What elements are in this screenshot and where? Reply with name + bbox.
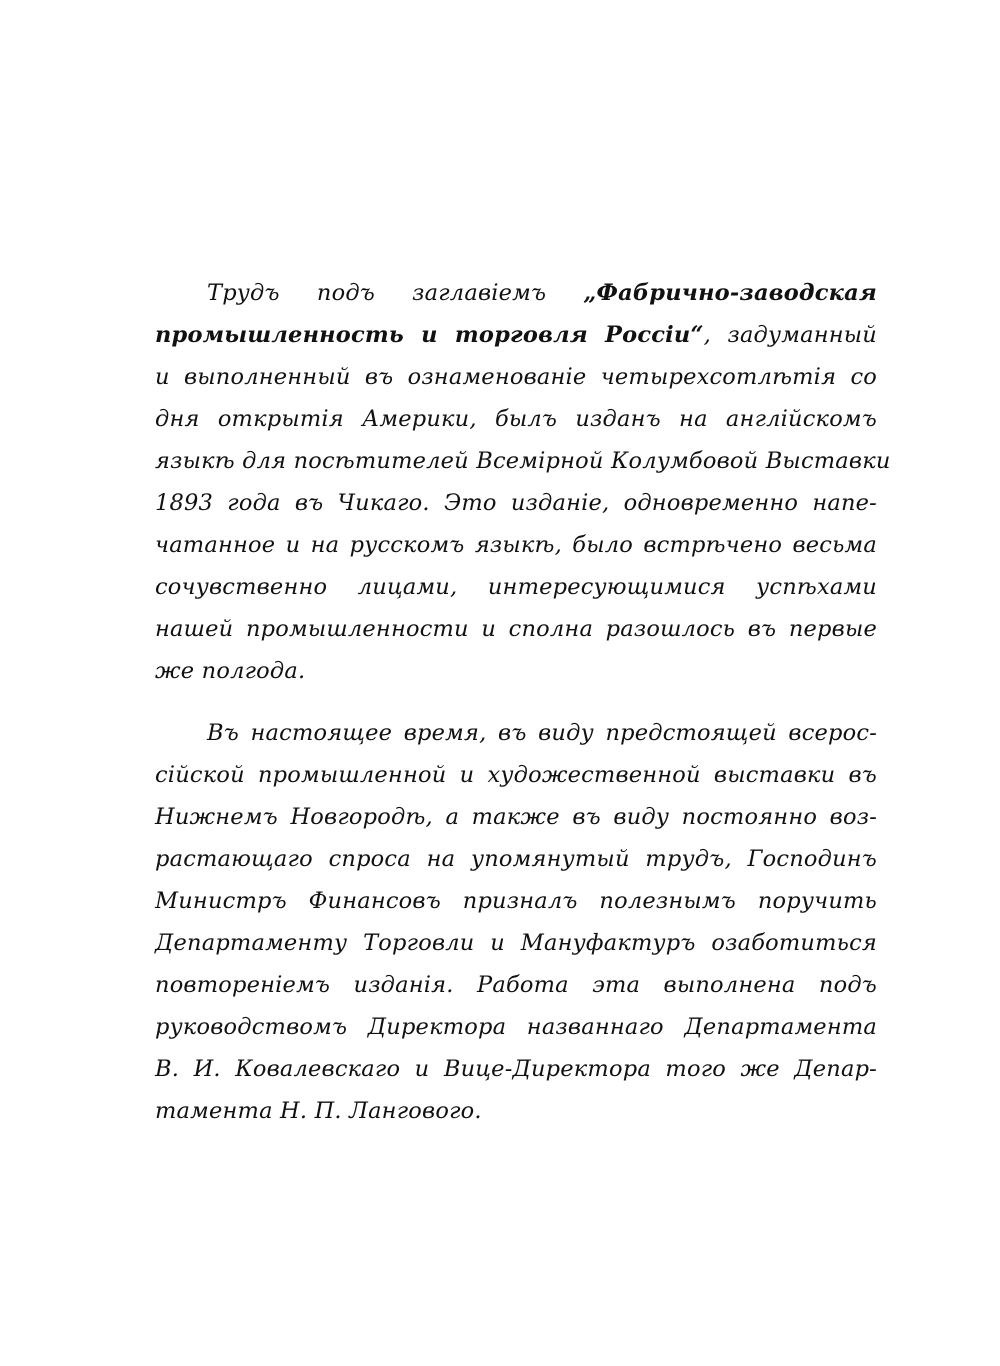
- text-line: Въ настоящее время, въ виду предстоящей всерос-: [207, 720, 877, 746]
- text-line: повтореніемъ изданія. Работа эта выполнена подъ: [155, 972, 877, 998]
- text-line: 1893 года въ Чикаго. Это изданіе, одновременно напе-: [155, 490, 877, 516]
- text-line: Министръ Финансовъ призналъ полезнымъ поручить: [155, 888, 877, 914]
- text-line: тамента Н. П. Лангового.: [155, 1098, 482, 1124]
- text-line: нашей промышленности и сполна разошлось въ первые: [155, 616, 877, 642]
- text-run: , задуманный: [703, 322, 877, 348]
- text-line: Нижнемъ Новгородѣ, а также въ виду постоянно воз-: [155, 804, 877, 830]
- text-line: сійской промышленной и художественной выставки въ: [155, 762, 877, 788]
- text-line: чатанное и на русскомъ языкѣ, было встрѣчено весьма: [155, 532, 877, 558]
- book-title-run: промышленность и торговля Россіи“: [155, 322, 704, 348]
- text-run: Трудъ подъ заглавіемъ: [207, 280, 584, 306]
- text-line: языкѣ для посѣтителей Всемірной Колумбовой Выставки: [155, 448, 891, 474]
- text-line: [155, 272, 877, 314]
- text-line: же полгода.: [155, 658, 306, 684]
- text-line: Департаменту Торговли и Мануфактуръ озаботиться: [155, 930, 877, 956]
- text-line: растающаго спроса на упомянутый трудъ, Господинъ: [155, 846, 877, 872]
- paragraph-gap: [155, 692, 877, 712]
- text-line: В. И. Ковалевскаго и Вице-Директора того же Депар-: [155, 1056, 877, 1082]
- text-line: [155, 314, 877, 356]
- text-line: руководствомъ Директора названнаго Департамента: [155, 1014, 877, 1040]
- text-line: сочувственно лицами, интересующимися успѣхами: [155, 574, 877, 600]
- book-title-run: „Фабрично-заводская: [583, 280, 877, 306]
- document-body: [155, 272, 891, 1132]
- text-line: дня открытія Америки, былъ изданъ на англійскомъ: [155, 406, 877, 432]
- text-line: и выполненный въ ознаменованіе четырехсотлѣтія со: [155, 364, 877, 390]
